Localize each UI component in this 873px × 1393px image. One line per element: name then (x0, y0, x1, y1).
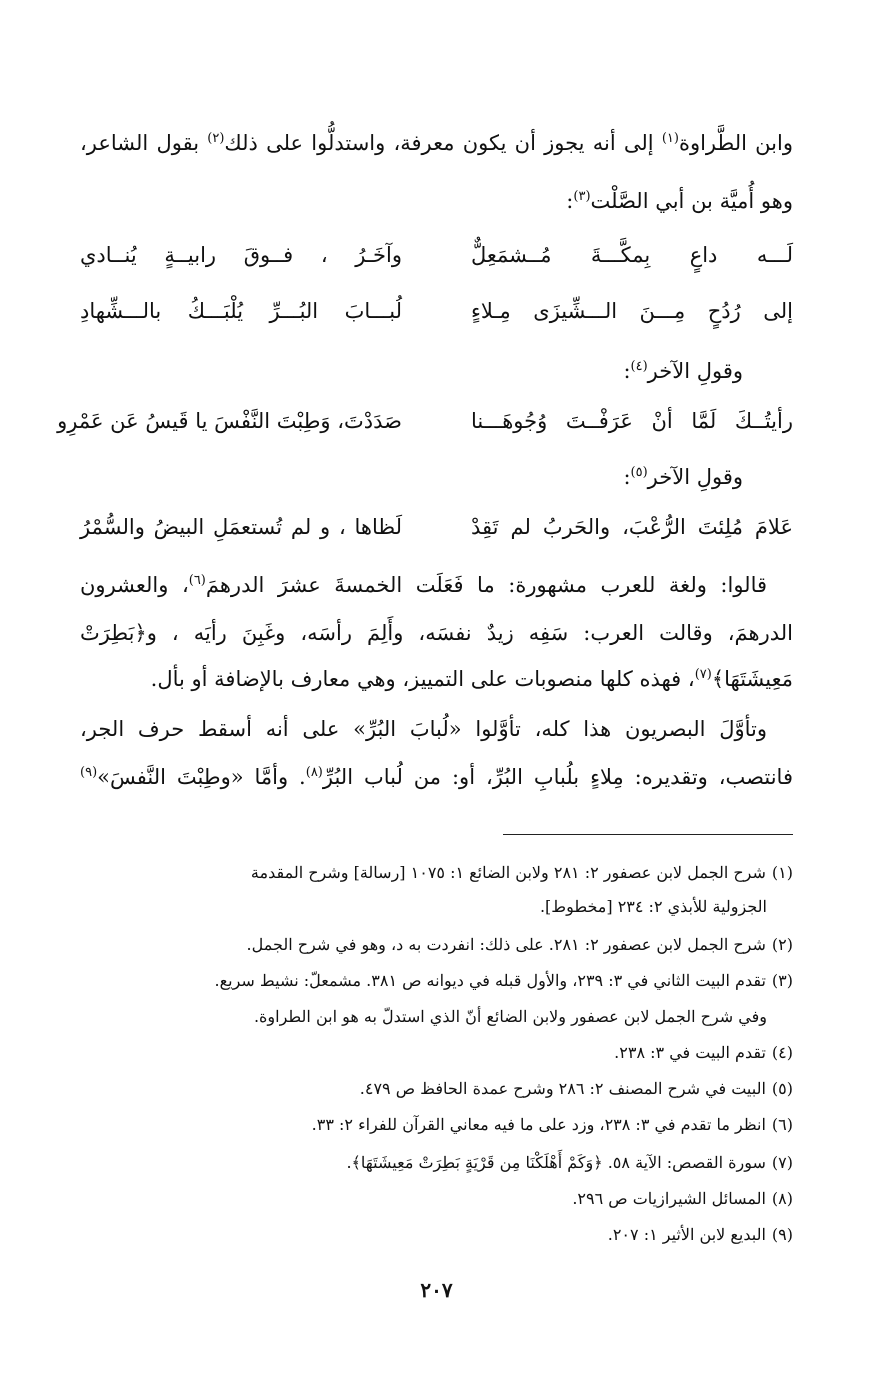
text-line (80, 186, 793, 216)
text-segment: وابن الطَّراوة (678, 131, 793, 155)
footnote-number: (٤) (771, 1043, 793, 1062)
text-segment: الدرهمَ، وقالت العرب: سَفِه زيدٌ نفسَه، وأَلِمَ رأسَه، وغَبِنَ رأيَه ، و﴿بَطِرَتْ (80, 621, 793, 645)
text-segment: . وأمَّا «وطِبْتَ النَّفسَ» (97, 765, 306, 789)
footnote-ref[interactable]: (١) (661, 131, 679, 146)
footnote-text: شرح الجمل لابن عصفور ٢: ٢٨١. على ذلك: انفردت به د، وهو في شرح الجمل. (246, 935, 766, 954)
verse-second-hemistich: وآخَـرُ ، فــوقَ رابيــةٍ يُنــادي (80, 243, 402, 267)
footnote-ref[interactable]: (٥) (630, 465, 648, 480)
footnote-number: (٨) (771, 1189, 793, 1208)
footnote (80, 1040, 793, 1066)
verse-first-hemistich: رأيتُــكَ لَمَّا أنْ عَرَفْــتَ وُجُوهَـــنا (471, 409, 793, 433)
verse-first-hemistich: إلى رُدُحٍ مِـــنَ الـــشِّيزَى مِـلاءٍ (471, 299, 793, 323)
footnote-text: وفي شرح الجمل لابن عصفور ولابن الضائع أنّ الذي استدلّ به هو ابن الطراوة. (253, 1007, 767, 1026)
verse-line (57, 404, 793, 438)
footnote-text: البديع لابن الأثير ١: ٢٠٧. (607, 1225, 766, 1244)
footnote-number: (٢) (771, 935, 793, 954)
footnote-ref[interactable]: (٨) (305, 765, 323, 780)
footnote (80, 1150, 793, 1176)
footnote (80, 1112, 793, 1138)
text-line (80, 664, 793, 694)
text-segment: : (623, 465, 631, 489)
text-segment: وقولِ الآخر (647, 465, 743, 489)
verse-line (80, 294, 793, 328)
footnote-number: (٦) (771, 1115, 793, 1134)
text-segment: بقول الشاعر، (80, 131, 208, 155)
footnote (80, 1186, 793, 1212)
verse-second-hemistich: لَظاها ، و لم تُستعمَلِ البيضُ والسُّمْرُ (80, 515, 402, 539)
footnote (80, 932, 793, 958)
text-segment: قالوا: ولغة للعرب مشهورة: ما فَعَلَت الخمسةَ عشرَ الدرهمَ (205, 573, 768, 597)
text-segment: مَعِيشَتَهَا﴾ (711, 667, 793, 691)
footnote-text: المسائل الشيرازيات ص ٢٩٦. (572, 1189, 766, 1208)
verse-first-hemistich: لَـــه داعٍ بِمكَّـــةَ مُــشمَعِلٌّ (471, 243, 793, 267)
footnote-ref[interactable]: (٣) (573, 189, 591, 204)
footnote-continuation (80, 894, 767, 920)
text-line (80, 618, 793, 648)
footnote-text: سورة القصص: الآية ٥٨. ﴿وَكَمْ أَهْلَكْنَا مِن قَرْيَةٍ بَطِرَتْ مَعِيشَتَهَا﴾. (346, 1153, 766, 1172)
footnote-ref[interactable]: (٤) (630, 359, 648, 374)
footnote-text: البيت في شرح المصنف ٢: ٢٨٦ وشرح عمدة الحافظ ص ٤٧٩. (359, 1079, 766, 1098)
text-segment: ، والعشرون (80, 573, 189, 597)
footnote-number: (٩) (771, 1225, 793, 1244)
verse-first-hemistich: عَلامَ مُلِئتَ الرُّعْبَ، والحَربُ لم تَقِدْ (471, 515, 793, 539)
footnote-text: تقدم البيت الثاني في ٣: ٢٣٩، والأول قبله في ديوانه ص ٣٨١. مشمعلّ: نشيط سريع. (214, 971, 766, 990)
verse-line (80, 238, 793, 272)
text-line (80, 714, 793, 744)
text-segment: : (566, 189, 574, 213)
footnote-number: (٣) (771, 971, 793, 990)
footnote-text: تقدم البيت في ٣: ٢٣٨. (614, 1043, 766, 1062)
verse-line (80, 510, 793, 544)
footnote (80, 1222, 793, 1248)
footnote-text: شرح الجمل لابن عصفور ٢: ٢٨١ ولابن الضائع ١: ١٠٧٥ [رسالة] وشرح المقدمة (250, 863, 766, 882)
footnote-ref[interactable]: (٩) (80, 765, 98, 780)
footnote-number: (١) (771, 863, 793, 882)
text-segment: وهو أُميَّة بن أبي الصَّلْت (590, 189, 793, 213)
text-line (80, 570, 793, 600)
text-segment: وتأوَّلَ البصريون هذا كله، تأوَّلوا «لُبابَ البُرِّ» على أنه أسقط حرف الجر، (80, 717, 767, 741)
footnote (80, 1076, 793, 1102)
text-segment: ، فهذه كلها منصوبات على التمييز، وهي معارف بالإضافة أو بأل. (150, 667, 695, 691)
footnote-separator (503, 834, 793, 835)
text-segment: فانتصب، وتقديره: مِلاءٍ بلُبابِ البُرِّ، أو: من لُباب البُرِّ (322, 765, 793, 789)
footnote-number: (٥) (771, 1079, 793, 1098)
footnote-ref[interactable]: (٦) (188, 573, 206, 588)
footnote-number: (٧) (771, 1153, 793, 1172)
footnote-text: انظر ما تقدم في ٣: ٢٣٨، وزد على ما فيه معاني القرآن للفراء ٢: ٣٣. (311, 1115, 766, 1134)
verse-second-hemistich: صَدَدْتَ، وَطِبْتَ النَّفْسَ يا قَيسُ عَن عَمْرِو (57, 409, 402, 433)
text-segment: وقولِ الآخر (647, 359, 743, 383)
text-line (80, 128, 793, 158)
footnote-continuation (80, 1004, 767, 1030)
text-segment: إلى أنه يجوز أن يكون معرفة، واستدلُّوا على ذلك (224, 131, 662, 155)
quote-intro (623, 356, 743, 386)
footnote-text: الجزولية للأبذي ٢: ٢٣٤ [مخطوط]. (539, 897, 767, 916)
verse-second-hemistich: لُبـــابَ البُـــرِّ يُلْبَـــكُ بالـــشِّهادِ (80, 299, 402, 323)
footnote-ref[interactable]: (٧) (694, 667, 712, 682)
footnote-ref[interactable]: (٢) (207, 131, 225, 146)
quote-intro (623, 462, 743, 492)
text-line (80, 762, 793, 792)
text-segment: : (623, 359, 631, 383)
footnote (80, 860, 793, 886)
page-number: ٢٠٧ (420, 1278, 453, 1302)
footnote (80, 968, 793, 994)
